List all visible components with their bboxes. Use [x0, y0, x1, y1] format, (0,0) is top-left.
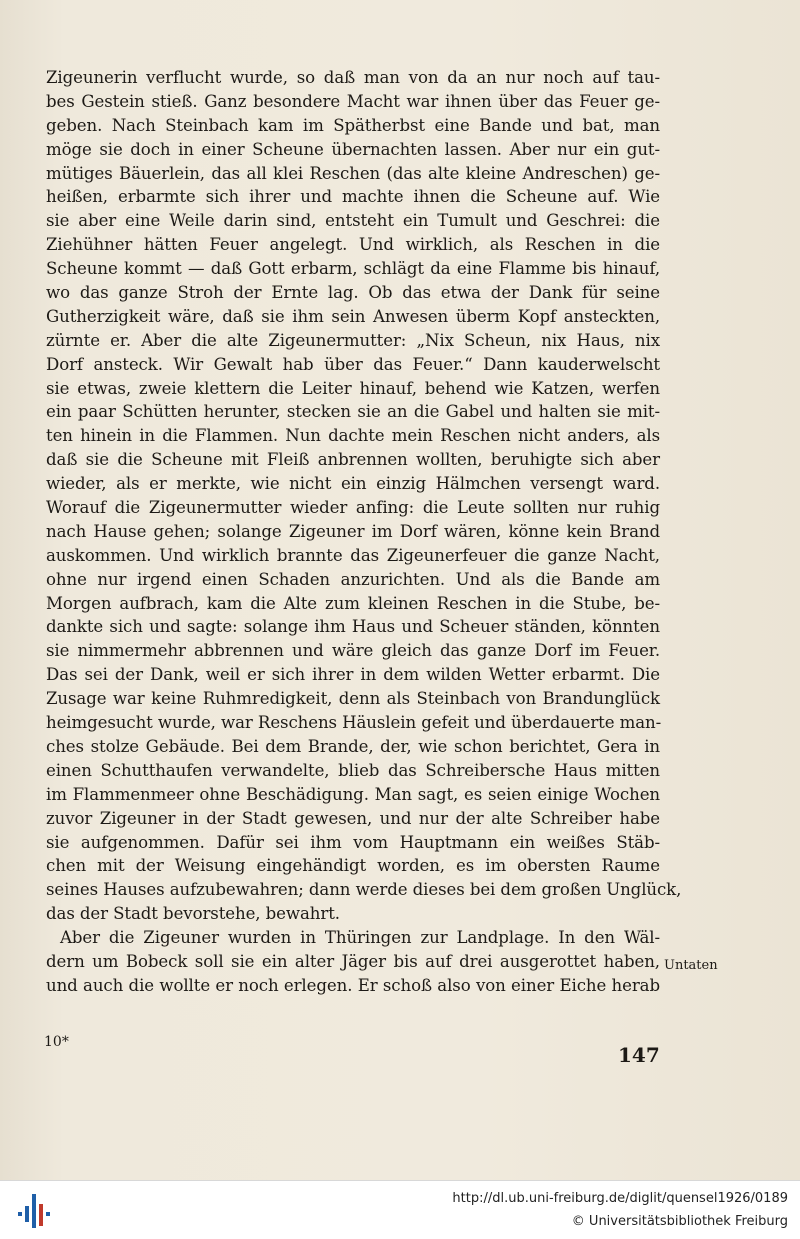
viewer-footer: [0, 1180, 800, 1239]
library-logo-icon[interactable]: [12, 1190, 52, 1230]
text-line: das der Stadt bevorstehe, bewahrt.: [46, 904, 340, 924]
text-line: Gutherzigkeit wäre, daß sie ihm sein Anwesen überm Kopf ansteckten,: [46, 306, 660, 326]
text-line: chen mit der Weisung eingehändigt worden, es im obersten Raume: [46, 856, 660, 876]
text-line: ches stolze Gebäude. Bei dem Brande, der, wie schon berichtet, Gera in: [46, 736, 660, 756]
text-line: heißen, erbarmte sich ihrer und machte ihnen die Scheune auf. Wie: [46, 187, 660, 207]
text-line: ohne nur irgend einen Schaden anzurichten. Und als die Bande am: [46, 569, 660, 589]
text-line: zürnte er. Aber die alte Zigeunermutter: „Nix Scheun, nix Haus, nix: [46, 330, 660, 350]
text-line: ein paar Schütten herunter, stecken sie an die Gabel und halten sie mit-: [46, 402, 660, 422]
text-line: geben. Nach Steinbach kam im Spätherbst eine Bande und bat, man: [46, 115, 660, 135]
text-line: wieder, als er merkte, wie nicht ein einzig Hälmchen versengt ward.: [46, 474, 660, 494]
text-line: Dorf ansteck. Wir Gewalt hab über das Feuer.“ Dann kauderwelscht: [46, 354, 660, 374]
text-line: nach Hause gehen; solange Zigeuner im Dorf wären, könne kein Brand: [46, 521, 660, 541]
body-text: [46, 66, 682, 998]
text-line: dern um Bobeck soll sie ein alter Jäger bis auf drei ausgerottet haben,: [46, 951, 660, 971]
page-number: 147: [618, 1043, 660, 1067]
text-line: daß sie die Scheune mit Fleiß anbrennen wollten, beruhigte sich aber: [46, 450, 660, 470]
text-line: Zusage war keine Ruhmredigkeit, denn als Steinbach von Brandunglück: [46, 689, 660, 709]
text-line: Ziehühner hätten Feuer angelegt. Und wirklich, als Reschen in die: [46, 235, 660, 255]
text-line: Morgen aufbrach, kam die Alte zum kleinen Reschen in die Stube, be-: [46, 593, 660, 613]
text-line: mütiges Bäuerlein, das all klei Reschen (das alte kleine Andreschen) ge-: [46, 163, 660, 183]
text-line: wo das ganze Stroh der Ernte lag. Ob das etwa der Dank für seine: [46, 283, 660, 303]
text-line: im Flammenmeer ohne Beschädigung. Man sagt, es seien einige Wochen: [46, 784, 660, 804]
margin-note: Untaten: [664, 958, 718, 973]
text-line: seines Hauses aufzubewahren; dann werde dieses bei dem großen Unglück,: [46, 880, 682, 900]
permalink-url[interactable]: http://dl.ub.uni-freiburg.de/diglit/quensel1926/0189: [452, 1191, 788, 1206]
text-line: bes Gestein stieß. Ganz besondere Macht war ihnen über das Feuer ge-: [46, 91, 660, 111]
text-line: ten hinein in die Flammen. Nun dachte mein Reschen nicht anders, als: [46, 426, 660, 446]
text-line: zuvor Zigeuner in der Stadt gewesen, und nur der alte Schreiber habe: [46, 808, 660, 828]
text-line: Das sei der Dank, weil er sich ihrer in dem wilden Wetter erbarmt. Die: [46, 665, 660, 685]
text-line: Scheune kommt — daß Gott erbarm, schlägt da eine Flamme bis hinauf,: [46, 259, 660, 279]
signature-mark: 10*: [44, 1034, 69, 1050]
text-line: sie nimmermehr abbrennen und wäre gleich das ganze Dorf im Feuer.: [46, 641, 660, 661]
text-line: Aber die Zigeuner wurden in Thüringen zur Landplage. In den Wäl-: [60, 928, 660, 948]
text-line: möge sie doch in einer Scheune übernachten lassen. Aber nur ein gut-: [46, 139, 660, 159]
text-line: heimgesucht wurde, war Reschens Häuslein gefeit und überdauerte man-: [46, 713, 662, 733]
text-line: auskommen. Und wirklich brannte das Zigeunerfeuer die ganze Nacht,: [46, 545, 660, 565]
text-line: sie aber eine Weile darin sind, entsteht ein Tumult und Geschrei: die: [46, 211, 660, 231]
text-line: und auch die wollte er noch erlegen. Er schoß also von einer Eiche herab: [46, 975, 660, 995]
text-line: sie aufgenommen. Dafür sei ihm vom Hauptmann ein weißes Stäb-: [46, 832, 660, 852]
text-line: Zigeunerin verflucht wurde, so daß man von da an nur noch auf tau-: [46, 68, 660, 87]
text-line: sie etwas, zweie klettern die Leiter hinauf, behend wie Katzen, werfen: [46, 378, 660, 398]
text-line: Worauf die Zigeunermutter wieder anfing: die Leute sollten nur ruhig: [46, 498, 660, 518]
text-line: einen Schutthaufen verwandelte, blieb das Schreibersche Haus mitten: [46, 760, 660, 780]
copyright-notice: © Universitätsbibliothek Freiburg: [571, 1214, 788, 1229]
text-line: dankte sich und sagte: solange ihm Haus und Scheuer ständen, könnten: [46, 617, 660, 637]
